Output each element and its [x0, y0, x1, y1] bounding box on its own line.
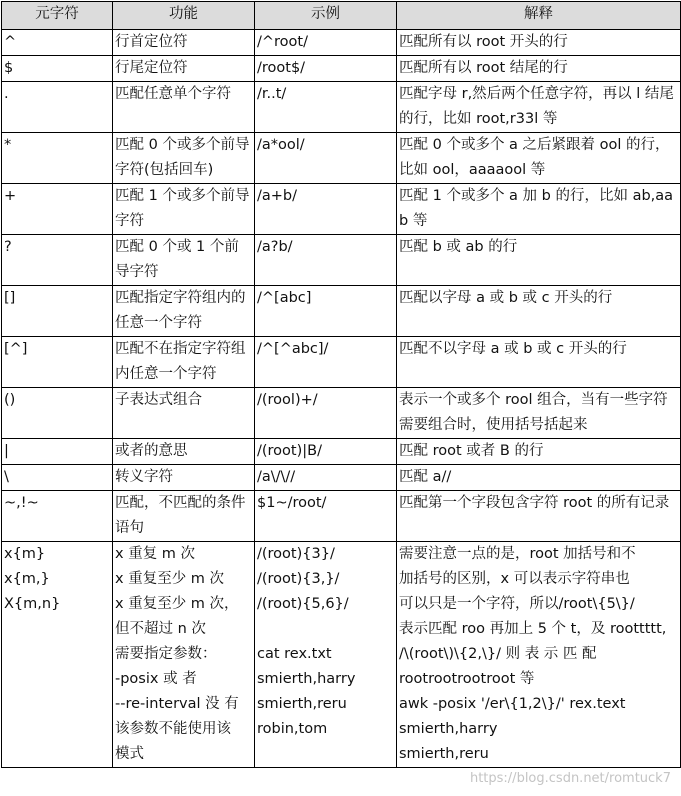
line: 可以只是一个字符，所以/root\{5\}/: [399, 596, 635, 612]
explanation-cell: 匹配 1 个或多个 a 加 b 的行，比如 ab,aab 等: [397, 184, 681, 235]
function-cell: 或者的意思: [113, 439, 255, 465]
line: x 重复至少 m 次，: [115, 596, 239, 612]
watermark-text: https://blog.csdn.net/romtuck7: [469, 771, 671, 786]
metachar-cell: [^]: [2, 337, 113, 388]
line: rootrootrootroot 等: [399, 671, 535, 687]
example-cell: /(rool)+/: [255, 388, 397, 439]
example-cell: $1~/root/: [255, 491, 397, 542]
table-row: [2, 337, 681, 388]
explanation-cell: 匹配所有以 root 开头的行: [397, 30, 681, 56]
explanation-cell: 匹配所有以 root 结尾的行: [397, 56, 681, 82]
metachar-cell: \: [2, 465, 113, 491]
function-cell: 匹配 0 个或多个前导字符(包括回车): [113, 133, 255, 184]
line: 表示匹配 roo 再加上 5 个 t，及 roottttt,: [399, 621, 667, 637]
line: 需要注意一点的是，root 加括号和不: [399, 546, 636, 562]
explanation-cell: 匹配不以字母 a 或 b 或 c 开头的行: [397, 337, 681, 388]
example-cell: /^[abc]: [255, 286, 397, 337]
line: x 重复 m 次: [115, 546, 196, 562]
example-cell: /r..t/: [255, 82, 397, 133]
metachar-cell: *: [2, 133, 113, 184]
table-row: [2, 286, 681, 337]
function-cell: 转义字符: [113, 465, 255, 491]
explanation-cell: 匹配第一个字段包含字符 root 的所有记录: [397, 491, 681, 542]
line: /(root){5,6}/: [257, 596, 349, 612]
table-row-repetition: [2, 542, 681, 768]
example-cell: [255, 542, 397, 768]
line: smierth,harry: [257, 671, 356, 687]
table-row: [2, 184, 681, 235]
line: /\(root\)\{2,\}/ 则 表 示 匹 配: [399, 646, 597, 662]
metachar-cell: ~,!~: [2, 491, 113, 542]
line: 加括号的区别，x 可以表示字符串也: [399, 571, 630, 587]
explanation-cell: 表示一个或多个 rool 组合，当有一些字符需要组合时，使用括号括起来: [397, 388, 681, 439]
function-cell: 匹配不在指定字符组内任意一个字符: [113, 337, 255, 388]
line: robin,tom: [257, 721, 328, 737]
table-row: [2, 388, 681, 439]
explanation-cell: 匹配 0 个或多个 a 之后紧跟着 ool 的行，比如 ool，aaaaool 等: [397, 133, 681, 184]
line: 但不超过 n 次: [115, 621, 206, 637]
table-row: [2, 30, 681, 56]
metachar-cell: $: [2, 56, 113, 82]
line: smierth,reru: [257, 696, 347, 712]
line: cat rex.txt: [257, 646, 332, 662]
table-row: [2, 491, 681, 542]
metachar-cell: ^: [2, 30, 113, 56]
example-cell: /a?b/: [255, 235, 397, 286]
line: x{m}: [4, 546, 46, 562]
explanation-cell: 匹配字母 r,然后两个任意字符，再以 l 结尾的行，比如 root,r33l 等: [397, 82, 681, 133]
table-row: [2, 465, 681, 491]
line: X{m,n}: [4, 596, 61, 612]
header-function: 功能: [113, 2, 255, 30]
explanation-cell: [397, 542, 681, 768]
example-cell: /a\/\//: [255, 465, 397, 491]
explanation-cell: 匹配 b 或 ab 的行: [397, 235, 681, 286]
function-cell: 匹配任意单个字符: [113, 82, 255, 133]
header-explanation: 解释: [397, 2, 681, 30]
function-cell: 匹配指定字符组内的任意一个字符: [113, 286, 255, 337]
header-metachar: 元字符: [2, 2, 113, 30]
function-cell: 匹配 0 个或 1 个前导字符: [113, 235, 255, 286]
metachar-cell: (): [2, 388, 113, 439]
table-row: [2, 439, 681, 465]
line: -posix 或 者: [115, 671, 197, 687]
metachar-cell: |: [2, 439, 113, 465]
line: [257, 617, 394, 642]
function-cell: [113, 542, 255, 768]
line: smierth,harry: [399, 721, 498, 737]
regex-metachar-table: [1, 1, 681, 768]
example-cell: /(root)|B/: [255, 439, 397, 465]
table-header-row: [2, 2, 681, 30]
function-cell: 子表达式组合: [113, 388, 255, 439]
explanation-cell: 匹配 root 或者 B 的行: [397, 439, 681, 465]
line: /(root){3}/: [257, 546, 335, 562]
table-row: [2, 82, 681, 133]
line: /(root){3,}/: [257, 571, 340, 587]
table-row: [2, 133, 681, 184]
example-cell: /a+b/: [255, 184, 397, 235]
line: x 重复至少 m 次: [115, 571, 225, 587]
line: smierth,reru: [399, 746, 489, 762]
line: 模式: [115, 746, 144, 762]
line: 需要指定参数：: [115, 646, 217, 662]
header-example: 示例: [255, 2, 397, 30]
example-cell: /^[^abc]/: [255, 337, 397, 388]
function-cell: 行尾定位符: [113, 56, 255, 82]
line: --re-interval 没 有: [115, 696, 239, 712]
explanation-cell: 匹配以字母 a 或 b 或 c 开头的行: [397, 286, 681, 337]
line: awk -posix '/er\{1,2\}/' rex.text: [399, 696, 626, 712]
metachar-cell: ?: [2, 235, 113, 286]
table-row: [2, 235, 681, 286]
metachar-cell: .: [2, 82, 113, 133]
explanation-cell: 匹配 a//: [397, 465, 681, 491]
line: x{m,}: [4, 571, 50, 587]
function-cell: 匹配，不匹配的条件语句: [113, 491, 255, 542]
function-cell: 行首定位符: [113, 30, 255, 56]
example-cell: /^root/: [255, 30, 397, 56]
metachar-cell: []: [2, 286, 113, 337]
function-cell: 匹配 1 个或多个前导字符: [113, 184, 255, 235]
example-cell: /root$/: [255, 56, 397, 82]
line: 该参数不能使用该: [115, 721, 231, 737]
metachar-cell: +: [2, 184, 113, 235]
table-row: [2, 56, 681, 82]
metachar-cell: [2, 542, 113, 768]
example-cell: /a*ool/: [255, 133, 397, 184]
